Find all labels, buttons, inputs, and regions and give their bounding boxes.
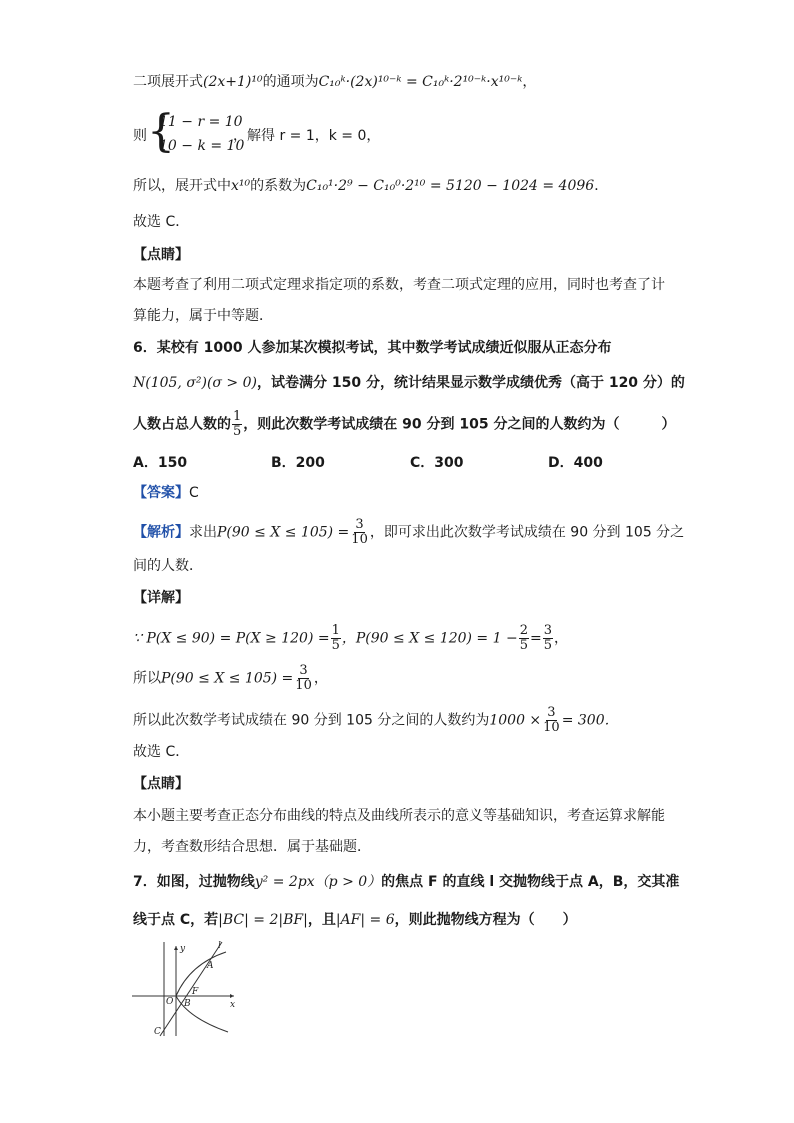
dianjing-text-2: 算能力，属于中等题． xyxy=(133,308,273,324)
denominator: 5 xyxy=(543,638,552,653)
formula: ，P(90 ≤ X ≤ 120) = 1 − xyxy=(341,630,518,647)
answer-options xyxy=(133,452,693,474)
parabola-figure xyxy=(130,938,242,1038)
answer-line xyxy=(133,483,199,503)
text: 二项展开式 xyxy=(133,74,203,90)
answer-value: C xyxy=(189,485,199,501)
analysis-tag: 【解析】 xyxy=(133,524,189,541)
option-c: C．300 xyxy=(410,455,464,471)
label-l: l xyxy=(218,941,221,951)
binomial-term-line xyxy=(133,72,536,92)
formula: 1000 × xyxy=(489,712,542,729)
dianjing-heading: 【点睛】 xyxy=(133,247,189,263)
label-c: C xyxy=(154,1027,161,1037)
text: 人数占总人数的 xyxy=(133,416,231,433)
label-y: y xyxy=(180,944,186,954)
y-axis-arrow-icon xyxy=(174,946,178,950)
formula: y² = 2px xyxy=(254,874,315,890)
text: 的系数为 xyxy=(250,178,307,194)
x-axis-arrow-icon xyxy=(230,994,234,998)
analysis-line-2: 间的人数． xyxy=(133,558,203,574)
dianjing-2-text-1: 本小题主要考查正态分布曲线的特点及曲线所表示的意义等基础知识，考查运算求解能 xyxy=(133,808,665,824)
option-d: D．400 xyxy=(548,455,603,471)
equation-1: 11 − r = 10 xyxy=(159,114,243,130)
formula: C₁₀¹·2⁹ − C₁₀⁰·2¹⁰ = 5120 − 1024 = 4096 xyxy=(306,178,595,194)
label-o: O xyxy=(166,997,174,1007)
denominator: 10 xyxy=(543,720,560,735)
text: 所以此次数学考试成绩在 90 分到 105 分之间的人数约为 xyxy=(133,712,490,729)
formula: = 300． xyxy=(561,712,619,729)
choice-c-line: 故选 C． xyxy=(133,214,190,230)
question-7-line-2 xyxy=(133,910,577,930)
question-7-line-1 xyxy=(133,872,679,892)
line-l xyxy=(160,942,222,1036)
formula: |AF| = 6 xyxy=(335,912,395,928)
numerator: 2 xyxy=(519,623,528,638)
formula: （p > 0） xyxy=(314,874,382,890)
option-b: B．200 xyxy=(271,455,325,471)
label-x: x xyxy=(230,1000,236,1010)
text: ，即可求出此次数学考试成绩在 90 分到 105 分之 xyxy=(369,524,685,541)
detail-heading: 【详解】 xyxy=(133,590,189,606)
formula: ∵ P(X ≤ 90) = P(X ≥ 120) = xyxy=(133,630,330,647)
label-f: F xyxy=(192,987,199,997)
text: ， xyxy=(313,670,328,687)
text: 7．如图，过抛物线 xyxy=(133,874,255,890)
numerator: 3 xyxy=(547,705,556,720)
formula: P(90 ≤ X ≤ 105) = xyxy=(161,670,294,687)
dianjing-text-1: 本题考查了利用二项式定理求指定项的系数，考查二项式定理的应用，同时也考查了计 xyxy=(133,277,665,293)
text: 的通项为 xyxy=(262,74,319,90)
formula: = xyxy=(529,630,542,647)
numerator: 1 xyxy=(233,409,242,424)
fraction xyxy=(542,706,561,735)
system-prefix: 则 xyxy=(133,128,147,144)
formula: |BC| = 2|BF| xyxy=(218,912,308,928)
text: ，且 xyxy=(307,912,336,928)
option-a: A．150 xyxy=(133,455,188,471)
text: ． xyxy=(594,178,609,194)
detail-line-2 xyxy=(133,664,328,693)
text: 求出 xyxy=(189,524,217,541)
detail-line-1 xyxy=(133,624,568,653)
detail-line-3 xyxy=(133,706,619,735)
system-solution: ，解得 r = 1，k = 0， xyxy=(233,128,381,144)
text: 线于点 C，若 xyxy=(133,912,219,928)
text: ， xyxy=(522,74,537,90)
text: ， xyxy=(554,630,568,647)
denominator: 10 xyxy=(295,678,312,693)
numerator: 1 xyxy=(331,623,340,638)
question-6-line-2 xyxy=(133,373,685,393)
analysis-line-1 xyxy=(133,518,684,547)
label-b: B xyxy=(184,999,191,1009)
question-6-line-1: 6．某校有 1000 人参加某次模拟考试，其中数学考试成绩近似服从正态分布 xyxy=(133,340,612,356)
answer-tag: 【答案】 xyxy=(133,485,189,501)
dianjing-2-heading: 【点睛】 xyxy=(133,776,189,792)
text: ，试卷满分 150 分，统计结果显示数学成绩优秀（高于 120 分）的 xyxy=(256,375,685,391)
fraction xyxy=(331,624,341,653)
brace-icon: { xyxy=(147,106,175,157)
fraction xyxy=(350,518,369,547)
dianjing-2-text-2: 力，考查数形结合思想．属于基础题． xyxy=(133,839,371,855)
equation-2: 10 − k = 10 xyxy=(159,138,245,154)
denominator: 5 xyxy=(233,424,242,439)
text: ，则此抛物线方程为（ ） xyxy=(394,912,577,928)
text: 所以，展开式中 xyxy=(133,178,231,194)
formula: C₁₀ᵏ·(2x)¹⁰⁻ᵏ = C₁₀ᵏ·2¹⁰⁻ᵏ·x¹⁰⁻ᵏ xyxy=(318,74,523,90)
numerator: 3 xyxy=(299,663,308,678)
fraction xyxy=(543,624,553,653)
text: 的焦点 F 的直线 l 交抛物线于点 A，B，交其准 xyxy=(381,874,680,890)
denominator: 5 xyxy=(519,638,528,653)
formula: N(105, σ²)(σ > 0) xyxy=(133,375,257,391)
formula: P(90 ≤ X ≤ 105) = xyxy=(217,524,350,541)
label-a: A xyxy=(207,961,214,971)
numerator: 3 xyxy=(543,623,552,638)
fraction xyxy=(294,664,313,693)
question-6-line-3 xyxy=(133,410,675,439)
detail-line-4: 故选 C． xyxy=(133,744,190,760)
fraction xyxy=(519,624,529,653)
denominator: 10 xyxy=(351,532,368,547)
coefficient-line xyxy=(133,176,608,196)
text: 所以 xyxy=(133,670,161,687)
denominator: 5 xyxy=(331,638,340,653)
formula: x¹⁰ xyxy=(231,178,251,194)
formula: (2x+1)¹⁰ xyxy=(203,74,263,90)
numerator: 3 xyxy=(355,517,364,532)
equation-system xyxy=(133,106,433,160)
fraction xyxy=(232,410,242,439)
text: ，则此次数学考试成绩在 90 分到 105 分之间的人数约为（ ） xyxy=(243,416,676,433)
